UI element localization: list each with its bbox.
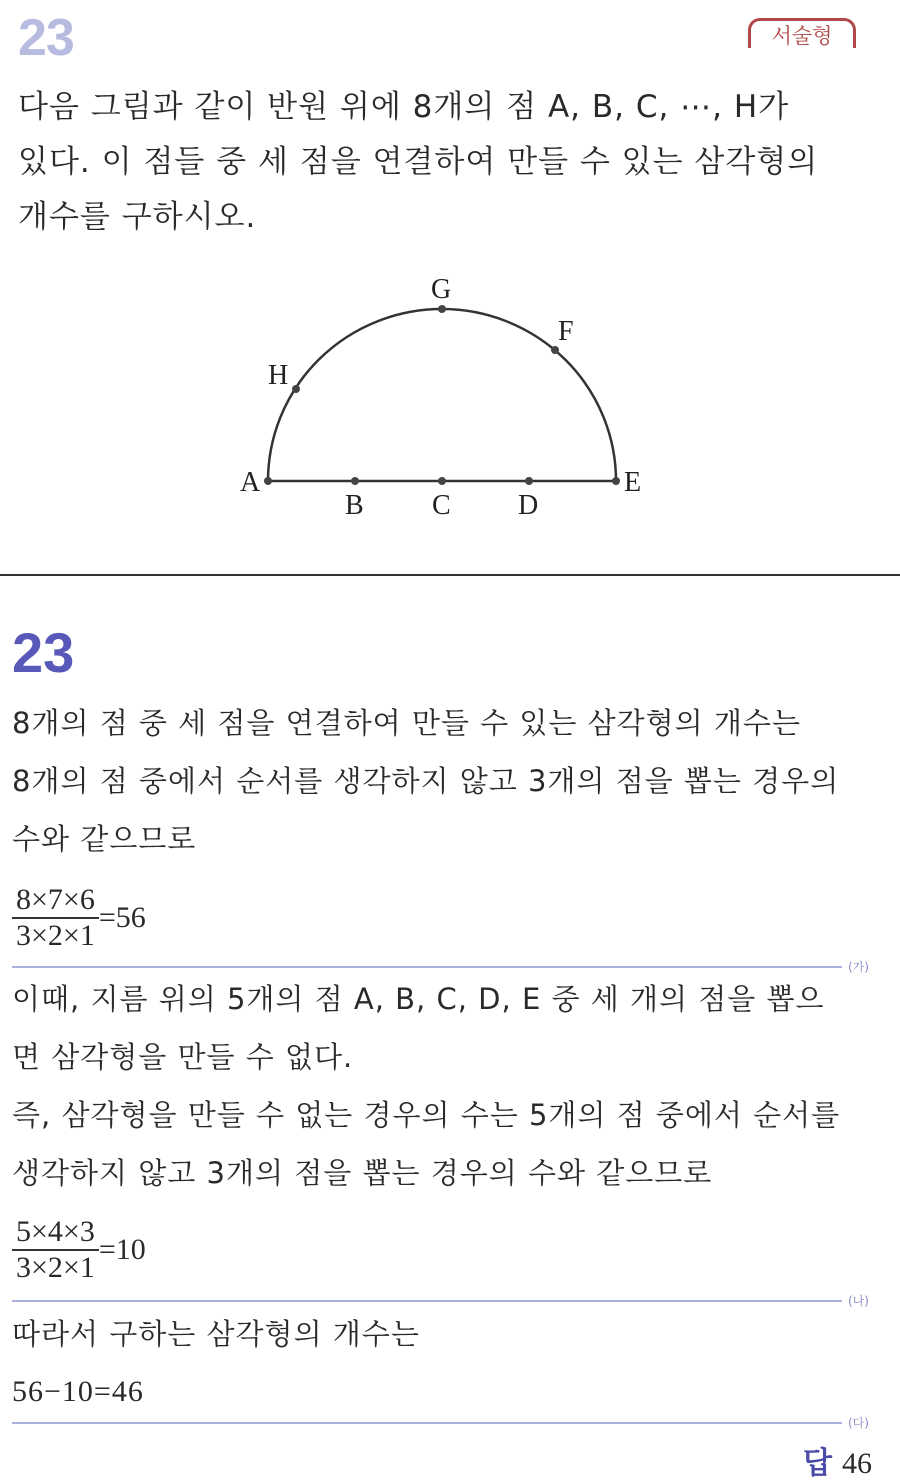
final-answer-label: 답 — [803, 1446, 832, 1481]
question-text — [18, 80, 878, 245]
fraction-2 — [12, 1215, 99, 1285]
fraction-equation-2 — [12, 1215, 146, 1285]
point-d — [525, 477, 533, 485]
step-rule-3 — [12, 1422, 842, 1424]
step-rule-2 — [12, 1300, 842, 1302]
label-h: H — [268, 360, 289, 391]
solution-line: 수와 같으므로 — [12, 822, 197, 856]
solution-line: 따라서 구하는 삼각형의 개수는 — [12, 1317, 420, 1351]
solution-line: 8개의 점 중에서 순서를 생각하지 않고 3개의 점을 뽑는 경우의 — [12, 764, 840, 798]
point-e — [612, 477, 620, 485]
step-mark-2: (나) — [848, 1294, 869, 1308]
fraction-2-result: =10 — [98, 1233, 146, 1266]
question-line: 개수를 구하시오. — [18, 199, 257, 235]
solution-part-3 — [12, 1305, 882, 1421]
final-answer — [803, 1438, 872, 1482]
final-answer-value: 46 — [842, 1447, 872, 1480]
step-mark-1: (가) — [848, 960, 869, 974]
point-a — [264, 477, 272, 485]
label-e: E — [624, 467, 642, 498]
question-number: 23 — [18, 9, 74, 67]
question-type-badge: 서술형 — [748, 18, 856, 48]
label-c: C — [432, 490, 451, 521]
point-g — [438, 305, 446, 313]
solution-line: 8개의 점 중 세 점을 연결하여 만들 수 있는 삼각형의 개수는 — [12, 706, 801, 740]
solution-part-2 — [12, 970, 882, 1202]
step-rule-1 — [12, 966, 842, 968]
step-mark-3: (다) — [848, 1416, 869, 1430]
fraction-1-denominator: 3×2×1 — [16, 919, 95, 952]
fraction-2-numerator: 5×4×3 — [12, 1215, 99, 1251]
fraction-2-denominator: 3×2×1 — [16, 1251, 95, 1284]
solution-line: 이때, 지름 위의 5개의 점 A, B, C, D, E 중 세 개의 점을 뽑으 — [12, 982, 825, 1016]
point-f — [551, 346, 559, 354]
fraction-equation-1 — [12, 883, 146, 953]
answer-number: 23 — [12, 621, 75, 684]
question-line: 있다. 이 점들 중 세 점을 연결하여 만들 수 있는 삼각형의 — [18, 144, 819, 180]
label-a: A — [240, 467, 261, 498]
label-g: G — [431, 274, 452, 305]
point-b — [351, 477, 359, 485]
fraction-1-numerator: 8×7×6 — [12, 883, 99, 919]
solution-line: 즉, 삼각형을 만들 수 없는 경우의 수는 5개의 점 중에서 순서를 — [12, 1098, 841, 1132]
point-c — [438, 477, 446, 485]
solution-line: 면 삼각형을 만들 수 없다. — [12, 1040, 354, 1074]
question-line: 다음 그림과 같이 반원 위에 8개의 점 A, B, C, ⋯, H가 — [18, 89, 790, 125]
solution-line: 56−10=46 — [12, 1375, 144, 1408]
label-f: F — [558, 316, 574, 347]
label-d: D — [518, 490, 539, 521]
solution-line: 생각하지 않고 3개의 점을 뽑는 경우의 수와 같으므로 — [12, 1156, 713, 1190]
fraction-1-result: =56 — [98, 901, 146, 934]
section-divider — [0, 574, 900, 576]
label-b: B — [345, 490, 364, 521]
solution-part-1 — [12, 694, 882, 868]
fraction-1 — [12, 883, 99, 953]
point-h — [292, 385, 300, 393]
semicircle-diagram — [0, 260, 900, 540]
